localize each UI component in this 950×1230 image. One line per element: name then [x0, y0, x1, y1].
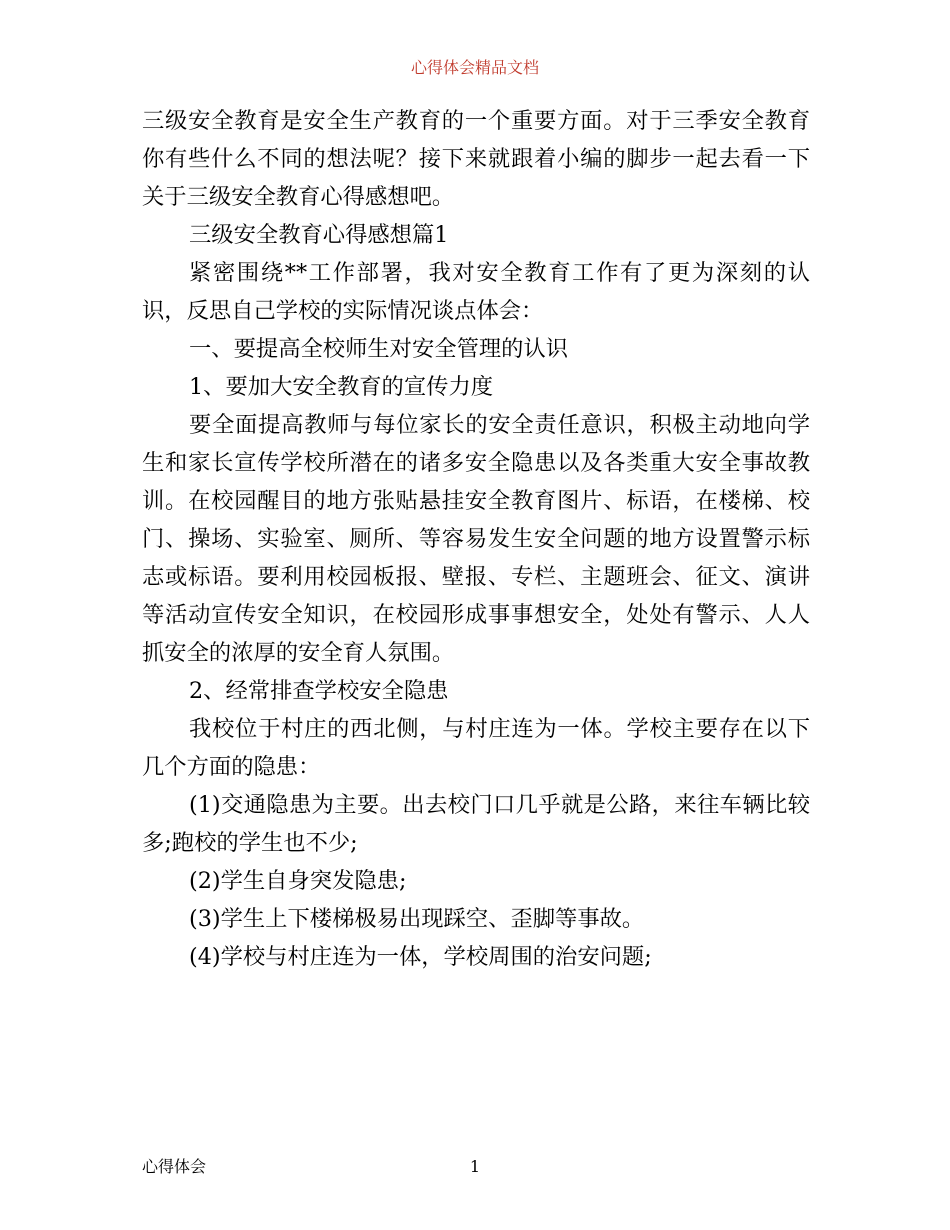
document-body [142, 102, 810, 976]
body-paragraph: 我校位于村庄的西北侧，与村庄连为一体。学校主要存在以下几个方面的隐患： [142, 716, 810, 780]
footer-label: 心得体会 [142, 1157, 207, 1176]
heading-level-2: 2、经常排查学校安全隐患 [189, 678, 449, 704]
body-paragraph: 紧密围绕**工作部署，我对安全教育工作有了更为深刻的认识，反思自己学校的实际情况谈点体会： [142, 260, 810, 324]
list-item: (4)学校与村庄连为一体，学校周围的治安问题; [189, 944, 652, 970]
intro-paragraph: 三级安全教育是安全生产教育的一个重要方面。对于三季安全教育你有些什么不同的想法呢？接下来就跟着小编的脚步一起去看一下关于三级安全教育心得感想吧。 [142, 108, 810, 210]
list-item: (3)学生上下楼梯极易出现踩空、歪脚等事故。 [189, 906, 645, 932]
document-header-title: 心得体会精品文档 [410, 58, 539, 77]
heading-level-1: 一、要提高全校师生对安全管理的认识 [189, 336, 569, 362]
section-title: 三级安全教育心得感想篇1 [189, 222, 449, 248]
heading-level-2: 1、要加大安全教育的宣传力度 [189, 374, 494, 400]
list-item: (2)学生自身突发隐患; [189, 868, 407, 894]
page-number: 1 [469, 1157, 481, 1176]
list-item: (1)交通隐患为主要。出去校门口几乎就是公路，来往车辆比较多;跑校的学生也不少; [142, 792, 810, 856]
body-paragraph: 要全面提高教师与每位家长的安全责任意识，积极主动地向学生和家长宣传学校所潜在的诸多安全隐患以及各类重大安全事故教训。在校园醒目的地方张贴悬挂安全教育图片、标语，在楼梯、校门、操场、实验室、厕所、等容易发生安全问题的地方设置警示标志或标语。要利用校园板报、壁报、专栏、主题班会、征文、演讲等活动宣传安全知识，在校园形成事事想安全，处处有警示、人人抓安全的浓厚的安全育人氛围。 [142, 412, 810, 666]
